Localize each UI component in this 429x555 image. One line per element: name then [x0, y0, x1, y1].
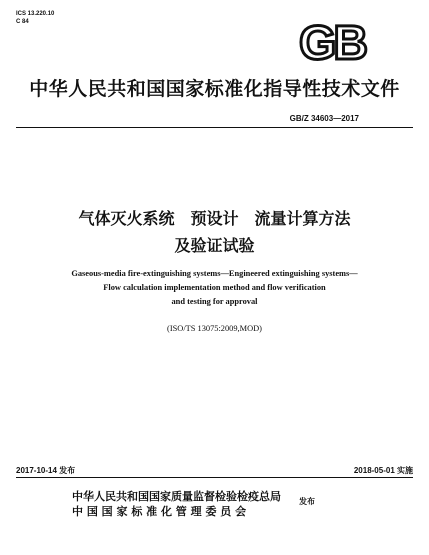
english-title-line-2: Flow calculation implementation method and flow verification [103, 283, 326, 292]
ics-code: ICS 13.220.10 [16, 11, 55, 17]
standard-category-title: 中华人民共和国国家标准化指导性技术文件 [29, 78, 400, 100]
gb-logo-text: GB [299, 20, 365, 64]
top-divider [16, 127, 413, 128]
iso-equivalence: (ISO/TS 13075:2009,MOD) [167, 324, 262, 333]
classification-codes [16, 10, 54, 26]
english-title-line-1: Gaseous-media fire-extinguishing systems—Engineered extinguishing systems— [71, 269, 358, 278]
issuer-line-1: 中华人民共和国国家质量监督检验检疫总局 [72, 490, 281, 503]
gb-logo [293, 20, 371, 64]
issue-label: 发布 [299, 497, 315, 506]
ccs-code: C 84 [16, 19, 29, 25]
issuer-line-2: 中 国 国 家 标 准 化 管 理 委 员 会 [72, 505, 247, 518]
issue-date: 2017-10-14 发布 [16, 466, 76, 475]
implementation-date: 2018-05-01 实施 [353, 466, 413, 475]
document-title-line-1: 气体灭火系统 预设计 流量计算方法 [78, 209, 351, 228]
english-title-line-3: and testing for approval [171, 297, 258, 306]
standard-number: GB/Z 34603—2017 [289, 114, 359, 123]
bottom-divider [16, 477, 413, 478]
document-title-line-2: 及验证试验 [174, 236, 255, 255]
